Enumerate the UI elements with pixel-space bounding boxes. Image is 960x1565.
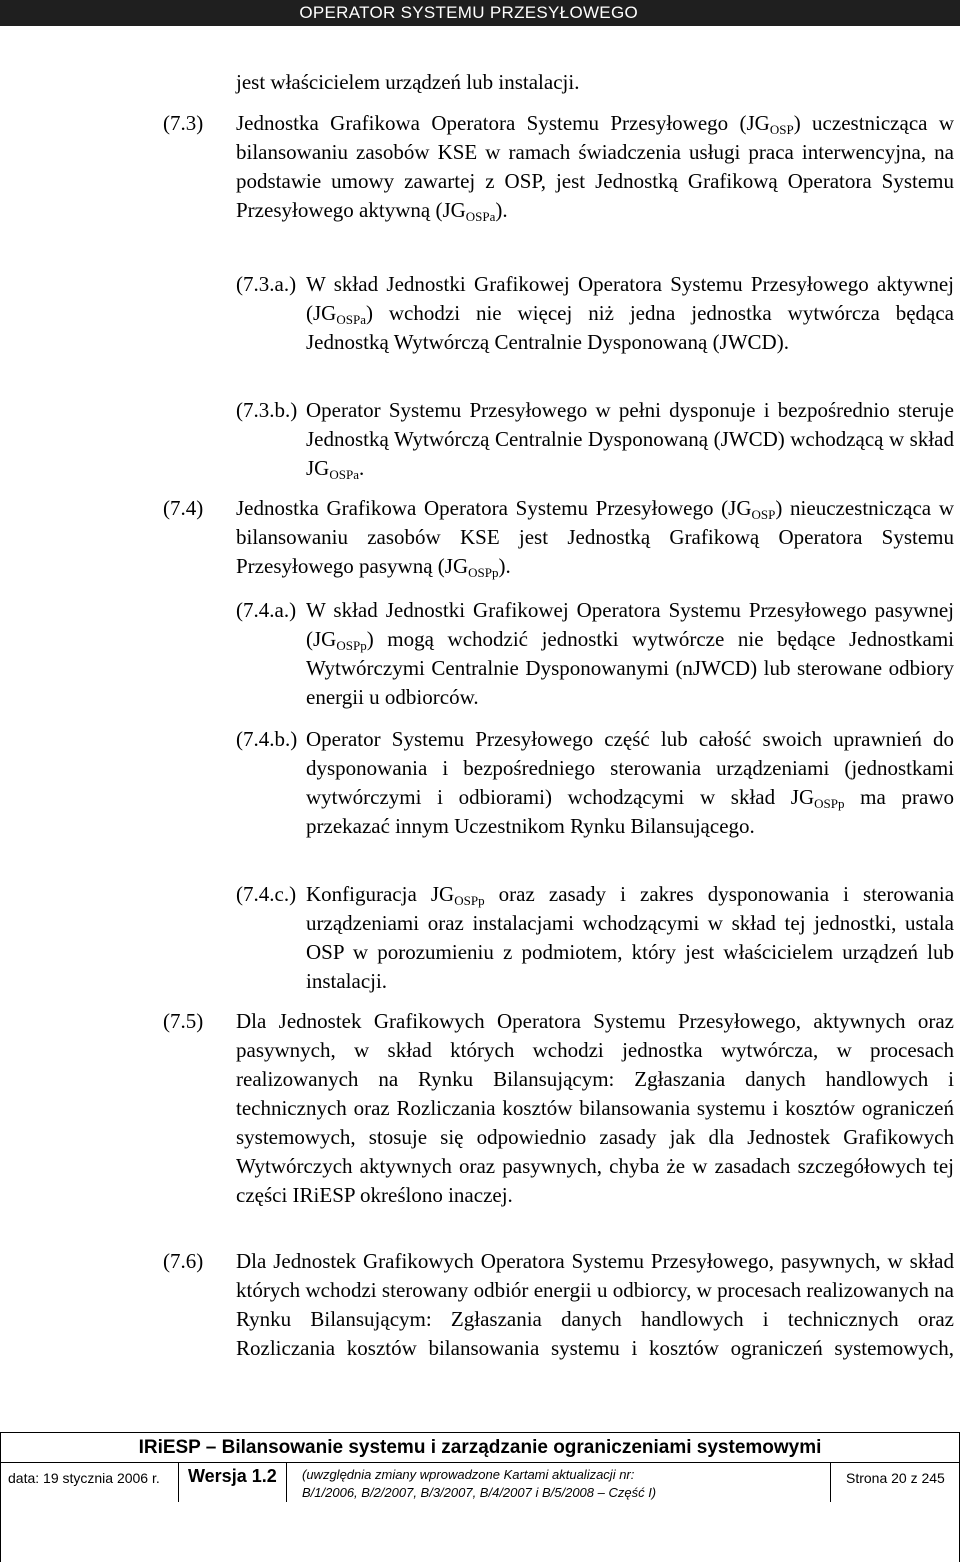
paragraph-text: jest właścicielem urządzeń lub instalacji.: [236, 70, 580, 94]
paragraph-text: ).: [495, 198, 508, 222]
paragraph-continuation: [236, 68, 956, 97]
paragraph-7-6: [236, 1247, 954, 1363]
section-number-7-4-b: (7.4.b.): [236, 727, 298, 751]
footer-divider: [286, 1462, 287, 1502]
section-number-7-3-b: (7.3.b.): [236, 398, 298, 422]
subscript: OSPa: [336, 312, 366, 327]
footer-divider: [830, 1462, 831, 1502]
section-number-7-4-c: (7.4.c.): [236, 882, 297, 906]
paragraph-7-5: [236, 1007, 954, 1210]
paragraph-text: Jednostka Grafikowa Operatora Systemu Przesyłowego (JG: [236, 111, 770, 135]
footer-rule-middle: [0, 1462, 960, 1463]
paragraph-text: ma prawo przekazać innym Uczestnikom Rynku Bilansującego.: [306, 785, 954, 838]
footer-note-line: (uwzględnia zmiany wprowadzone Kartami aktualizacji nr:: [302, 1467, 635, 1482]
page-header-bar: [0, 0, 960, 26]
subscript: OSPa: [329, 467, 359, 482]
paragraph-7-4: [236, 494, 954, 581]
footer-rule-top: [0, 1432, 960, 1433]
subscript: OSPa: [465, 209, 496, 224]
footer-date: data: 19 stycznia 2006 r.: [8, 1470, 160, 1486]
paragraph-7-4-b: [306, 725, 954, 841]
paragraph-7-4-a: [306, 596, 954, 712]
footer-note: [302, 1466, 656, 1502]
section-number-7-4: (7.4): [163, 496, 204, 520]
paragraph-text: Dla Jednostek Grafikowych Operatora Systemu Przesyłowego, pasywnych, w skład których wchodzi sterowany odbiór energii u odbiorcy, w procesach realizowanych na Rynku Bilansującym: Zgłaszania danych handlowych i technicznych oraz Rozliczania kosztów bilansowania systemu i kosztów ograniczeń systemowych,: [236, 1249, 954, 1360]
footer-title: IRiESP – Bilansowanie systemu i zarządzanie ograniczeniami systemowymi: [138, 1437, 822, 1458]
paragraph-7-3: [236, 109, 954, 225]
paragraph-text: Konfiguracja JG: [306, 882, 455, 906]
section-number-7-4-a: (7.4.a.): [236, 598, 297, 622]
subscript: OSPp: [814, 796, 845, 811]
footer-version: Wersja 1.2: [188, 1466, 277, 1486]
subscript: OSPp: [454, 893, 485, 908]
paragraph-text: oraz zasady i zakres dysponowania i sterowania urządzeniami oraz instalacjami wchodzącymi w skład tej jednostki, ustala OSP w porozumieniu z podmiotem, który jest właścicielem urządzeń lub instalacji.: [306, 882, 955, 993]
paragraph-text: Operator Systemu Przesyłowego część lub całość swoich uprawnień do dysponowania i bezpośredniego sterowania urządzeniami (jednostkami wytwórczymi i odbiorami) wchodzącymi w skład JG: [306, 727, 954, 809]
header-title: OPERATOR SYSTEMU PRZESYŁOWEGO: [299, 3, 638, 22]
subscript: OSPp: [336, 638, 367, 653]
paragraph-text: ) mogą wchodzić jednostki wytwórcze nie będące Jednostkami Wytwórczymi Centralnie Dysponowanymi (nJWCD) lub sterowane odbiory energii u odbiorców.: [306, 627, 954, 709]
subscript: OSPp: [468, 565, 499, 580]
section-number-7-6: (7.6): [163, 1249, 204, 1273]
footer-page-number: Strona 20 z 245: [846, 1470, 945, 1486]
section-number-7-3: (7.3): [163, 111, 204, 135]
paragraph-text: ) wchodzi nie więcej niż jedna jednostka wytwórcza będąca Jednostką Wytwórczą Centralnie Dysponowaną (JWCD).: [306, 301, 954, 354]
paragraph-7-3-a: [306, 270, 954, 357]
paragraph-text: W skład Jednostki Grafikowej Operatora Systemu Przesyłowego aktywnej (JG: [306, 272, 954, 325]
paragraph-text: ).: [498, 554, 511, 578]
section-number-7-3-a: (7.3.a.): [236, 272, 297, 296]
paragraph-text: ) uczestnicząca w bilansowaniu zasobów KSE w ramach świadczenia usługi praca interwencyjna, na podstawie umowy zawartej z OSP, jest Jednostką Grafikową Operatora Systemu Przesyłowego aktywną (JG: [236, 111, 954, 222]
paragraph-7-4-c: [306, 880, 954, 996]
subscript: OSP: [769, 122, 794, 137]
paragraph-text: Operator Systemu Przesyłowego w pełni dysponuje i bezpośrednio steruje Jednostką Wytwórczą Centralnie Dysponowaną (JWCD) wchodzącą w skład JG: [306, 398, 954, 480]
paragraph-7-3-b: [306, 396, 954, 483]
footer-divider: [178, 1462, 179, 1502]
paragraph-text: Jednostka Grafikowa Operatora Systemu Przesyłowego (JG: [236, 496, 752, 520]
footer-note-line: B/1/2006, B/2/2007, B/3/2007, B/4/2007 i B/5/2008 – Część I): [302, 1485, 657, 1500]
subscript: OSP: [751, 507, 776, 522]
paragraph-text: ) nieuczestnicząca w bilansowaniu zasobów KSE jest Jednostką Grafikową Operatora Systemu Przesyłowego pasywną (JG: [236, 496, 954, 578]
footer-border-left: [0, 1432, 1, 1562]
paragraph-text: Dla Jednostek Grafikowych Operatora Systemu Przesyłowego, aktywnych oraz pasywnych, w skład których wchodzi jednostka wytwórcza, w procesach realizowanych na Rynku Bilansującym: Zgłaszania danych handlowych i technicznych oraz Rozliczania kosztów bilansowania systemu i kosztów ograniczeń systemowych, stosuje się odpowiednio zasady jak dla Jednostek Grafikowych Wytwórczych aktywnych oraz pasywnych, chyba że w zasadach szczegółowych tej części IRiESP określono inaczej.: [236, 1009, 954, 1207]
section-number-7-5: (7.5): [163, 1009, 204, 1033]
paragraph-text: .: [358, 456, 365, 480]
paragraph-text: W skład Jednostki Grafikowej Operatora Systemu Przesyłowego pasywnej (JG: [306, 598, 954, 651]
